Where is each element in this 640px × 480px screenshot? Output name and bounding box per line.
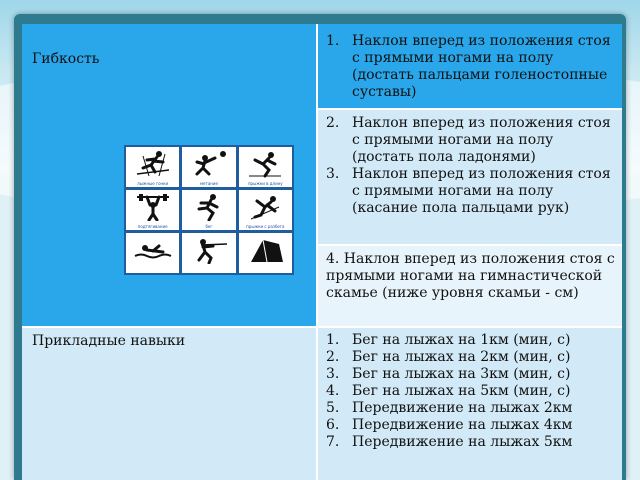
pictogram-caption: прыжки в длину: [247, 181, 283, 186]
thrower-icon: [189, 150, 229, 178]
exercise-list: [326, 332, 618, 451]
list-item: 6. Передвижение на лыжах 4км: [326, 417, 573, 433]
exercise-list: [326, 33, 618, 101]
pictogram-tile: [239, 147, 292, 187]
tent-icon: [245, 236, 285, 264]
pictogram-tile: [182, 190, 235, 230]
pictogram-tile: [126, 190, 179, 230]
sport-pictograms-panel: [124, 145, 294, 275]
pictogram-tile: [182, 147, 235, 187]
list-item: 5. Передвижение на лыжах 2км: [326, 400, 573, 416]
list-item: 1. Наклон вперед из положения стоя с прямыми ногами на полу (достать пальцами голеностопные суставы): [326, 33, 611, 100]
pictogram-tile: [182, 233, 235, 273]
pictogram-tile: [126, 147, 179, 187]
list-item: 3. Наклон вперед из положения стоя с прямыми ногами на полу (касание пола пальцами рук): [326, 166, 611, 216]
pictogram-caption: лыжные гонки: [137, 181, 169, 186]
list-item: 1. Бег на лыжах на 1км (мин, с): [326, 332, 571, 348]
pictogram-caption: метание: [200, 181, 218, 186]
weightlifter-icon: [133, 193, 173, 221]
exercise-cell: [318, 108, 622, 244]
pictogram-caption: прыжки с разбега: [246, 224, 285, 229]
runner-icon: [189, 193, 229, 221]
list-item: 4. Бег на лыжах на 5км (мин, с): [326, 383, 571, 399]
high-jumper-icon: [245, 193, 285, 221]
shooter-icon: [189, 236, 229, 264]
list-item: 2. Бег на лыжах на 2км (мин, с): [326, 349, 571, 365]
list-item: 3. Бег на лыжах на 3км (мин, с): [326, 366, 571, 382]
category-label: Гибкость: [32, 51, 100, 67]
exercise-paragraph: 4. Наклон вперед из положения стоя с прямыми ногами на гимнастической скамье (ниже уровня скамьи - см): [326, 251, 615, 301]
category-cell-applied-skills: [22, 326, 318, 480]
skier-icon: [133, 150, 173, 178]
list-item: 2. Наклон вперед из положения стоя с прямыми ногами на полу (достать пола ладонями): [326, 115, 611, 165]
exercise-cell: [318, 244, 622, 326]
long-jumper-icon: [245, 150, 285, 178]
pictogram-tile: [239, 190, 292, 230]
pictogram-caption: подтягивание: [137, 224, 168, 229]
exercise-cell: [318, 326, 622, 480]
exercise-cell: [318, 24, 622, 108]
category-label: Прикладные навыки: [32, 333, 186, 349]
list-item: 7. Передвижение на лыжах 5км: [326, 434, 573, 450]
exercise-list: [326, 115, 618, 217]
swimmer-icon: [133, 236, 173, 264]
pictogram-tile: [126, 233, 179, 273]
pictogram-tile: [239, 233, 292, 273]
pictogram-caption: бег: [205, 224, 213, 229]
